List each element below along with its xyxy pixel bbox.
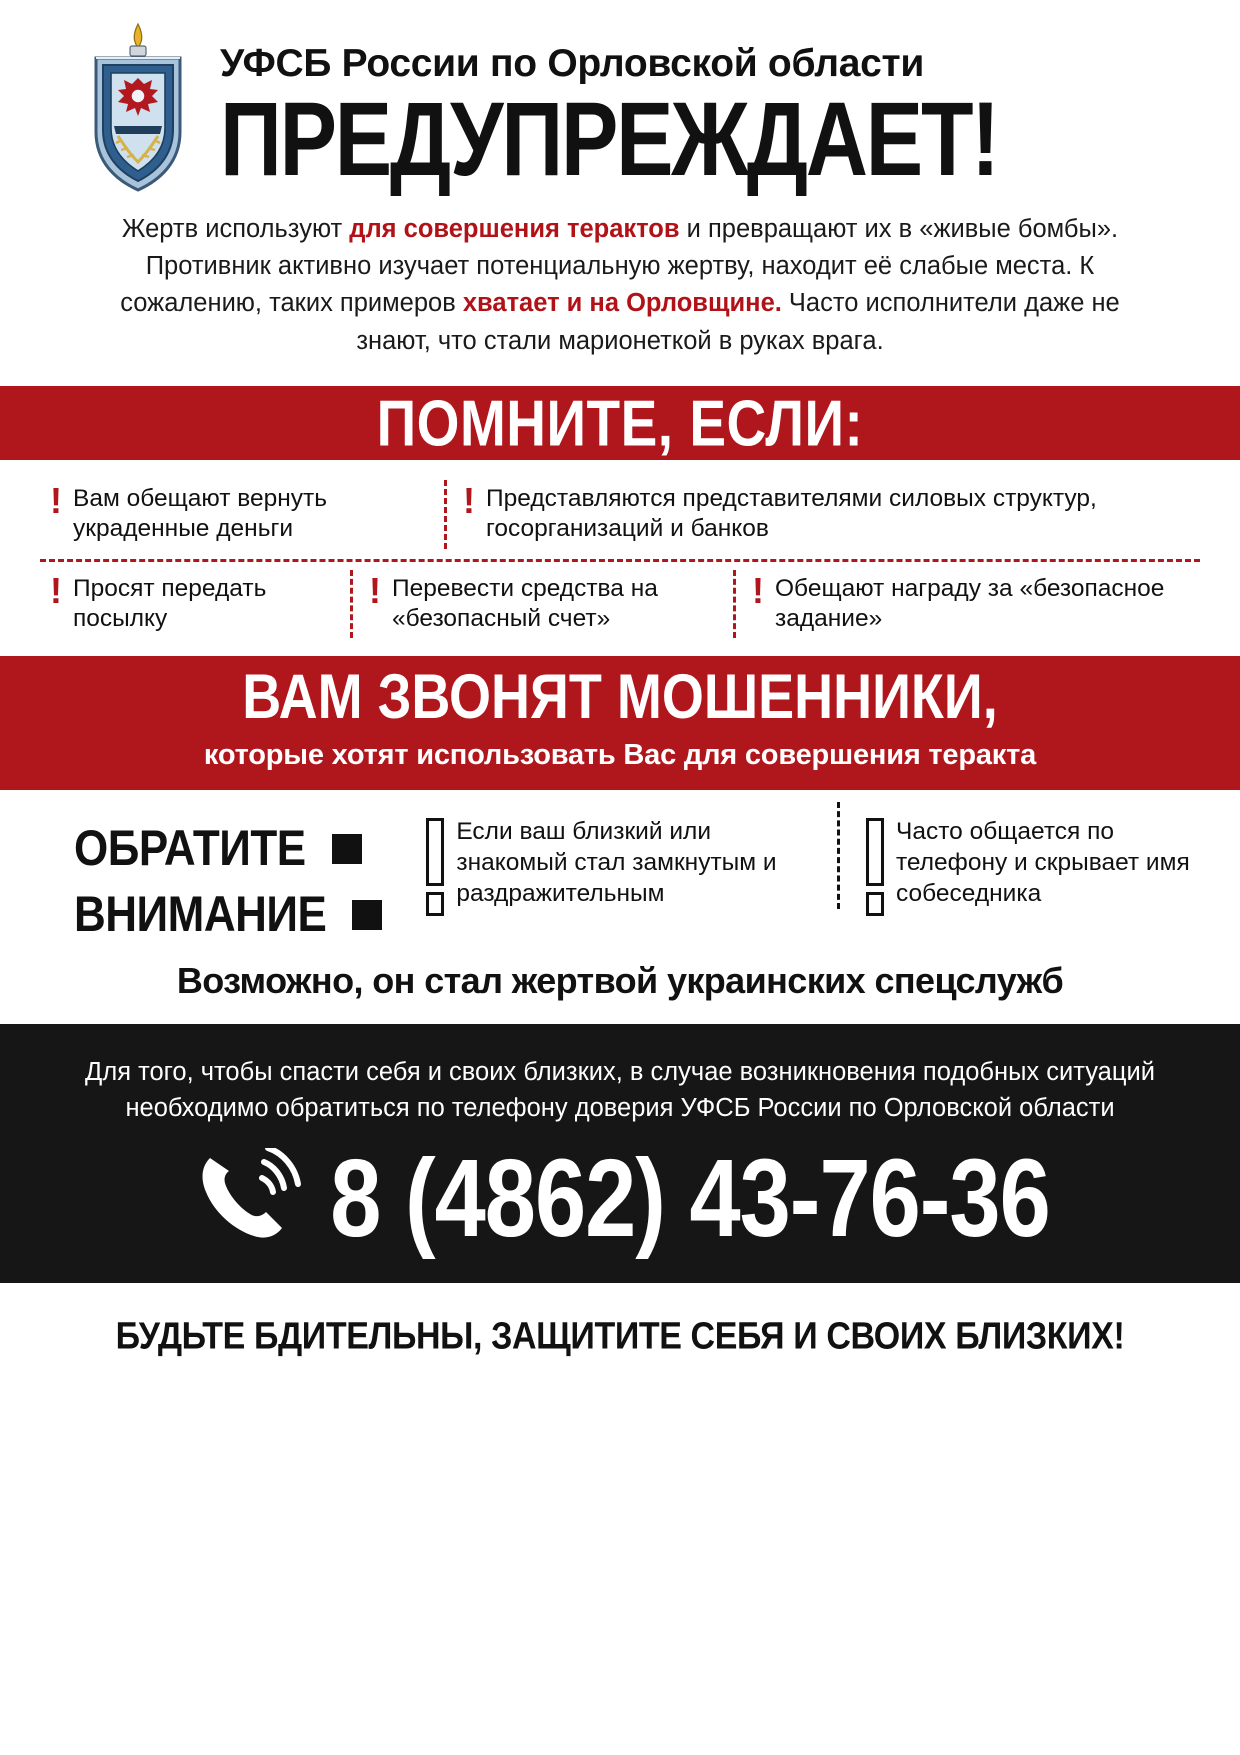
exclamation-icon: ! bbox=[463, 479, 475, 521]
sign-item bbox=[447, 479, 1206, 545]
exclamation-icon: ! bbox=[50, 479, 62, 521]
intro-part-1: Жертв используют bbox=[121, 215, 350, 243]
attention-text: Если ваш близкий или знакомый стал замкнутым и раздражительным bbox=[456, 817, 777, 907]
hotline-text: Для того, чтобы спасти себя и своих близких, в случае возникновения подобных ситуаций необходимо обратиться по телефону доверия УФСБ России по Орловской области bbox=[85, 1057, 1155, 1122]
attention-item bbox=[408, 816, 829, 909]
sign-text: Вам обещают вернуть украденные деньги bbox=[73, 484, 328, 543]
attention-item bbox=[848, 816, 1210, 909]
signs-row-1 bbox=[34, 474, 1206, 557]
exclamation-icon: ! bbox=[50, 569, 62, 611]
intro-highlight-2: хватает и на Орловщине. bbox=[462, 289, 782, 318]
divider bbox=[40, 559, 1200, 562]
remember-band-title: ПОМНИТЕ, ЕСЛИ: bbox=[376, 386, 864, 460]
hotline-phone-number[interactable]: 8 (4862) 43-76-36 bbox=[330, 1137, 1050, 1260]
exclamation-icon: ! bbox=[369, 569, 381, 611]
bracket-icon bbox=[866, 816, 884, 909]
warning-headline bbox=[220, 81, 1200, 199]
fraud-call-title: ВАМ ЗВОНЯТ МОШЕННИКИ, bbox=[242, 662, 998, 733]
attention-columns bbox=[392, 816, 1210, 909]
intro-paragraph bbox=[0, 211, 1240, 360]
divider bbox=[837, 802, 840, 909]
square-bullet-icon bbox=[332, 834, 362, 864]
sign-text: Перевести средства на «безопасный счет» bbox=[392, 574, 658, 632]
intro-part-3: Часто исполнители даже не знают, что стали марионеткой в руках врага. bbox=[356, 289, 1120, 355]
intro-part-2: и превращают их в «живые бомбы». Противник активно изучает потенциальную жертву, находит её слабые места. К сожалению, таких примеров bbox=[120, 215, 1119, 318]
bracket-icon bbox=[426, 816, 444, 909]
attention-word-1: ОБРАТИТЕ bbox=[74, 820, 306, 877]
hotline-block bbox=[0, 1024, 1240, 1283]
poster-header bbox=[0, 0, 1240, 197]
exclamation-icon: ! bbox=[752, 569, 764, 611]
attention-title-row-2 bbox=[74, 886, 382, 943]
sign-item bbox=[353, 569, 733, 635]
header-text bbox=[220, 22, 1200, 199]
phone-ringing-icon bbox=[190, 1148, 302, 1249]
sign-item bbox=[34, 569, 350, 635]
attention-section bbox=[0, 790, 1240, 946]
sign-item bbox=[736, 569, 1206, 635]
square-bullet-icon bbox=[352, 900, 382, 930]
attention-word-2: ВНИМАНИЕ bbox=[74, 886, 327, 943]
organization-title: УФСБ России по Орловской области bbox=[220, 42, 924, 85]
signs-section bbox=[0, 460, 1240, 657]
attention-text: Часто общается по телефону и скрывает имя собеседника bbox=[895, 817, 1190, 907]
hotline-phone-row bbox=[70, 1137, 1170, 1260]
signs-row-2 bbox=[34, 564, 1206, 647]
sign-text: Просят передать посылку bbox=[73, 574, 267, 632]
warning-word: ПРЕДУПРЕЖДАЕТ bbox=[220, 81, 972, 199]
attention-conclusion: Возможно, он стал жертвой украинских спецслужб bbox=[176, 959, 1064, 1001]
poster-footer bbox=[0, 1283, 1240, 1356]
sign-text: Обещают награду за «безопасное задание» bbox=[775, 574, 1165, 632]
sign-text: Представляются представителями силовых структур, госорганизаций и банков bbox=[486, 484, 1097, 543]
intro-highlight-1: для совершения терактов bbox=[349, 215, 680, 243]
attention-title-row-1 bbox=[74, 820, 382, 877]
fraud-call-subtitle: которые хотят использовать Вас для совершения теракта bbox=[203, 738, 1037, 771]
warning-exclamation: ! bbox=[971, 81, 1000, 199]
footer-text: БУДЬТЕ БДИТЕЛЬНЫ, ЗАЩИТИТЕ СЕБЯ И СВОИХ БЛИЗКИХ! bbox=[115, 1314, 1125, 1358]
fsb-emblem-icon bbox=[78, 22, 198, 197]
attention-title bbox=[74, 816, 382, 943]
fraud-call-band bbox=[0, 656, 1240, 789]
remember-band bbox=[0, 386, 1240, 460]
sign-item bbox=[34, 479, 444, 545]
